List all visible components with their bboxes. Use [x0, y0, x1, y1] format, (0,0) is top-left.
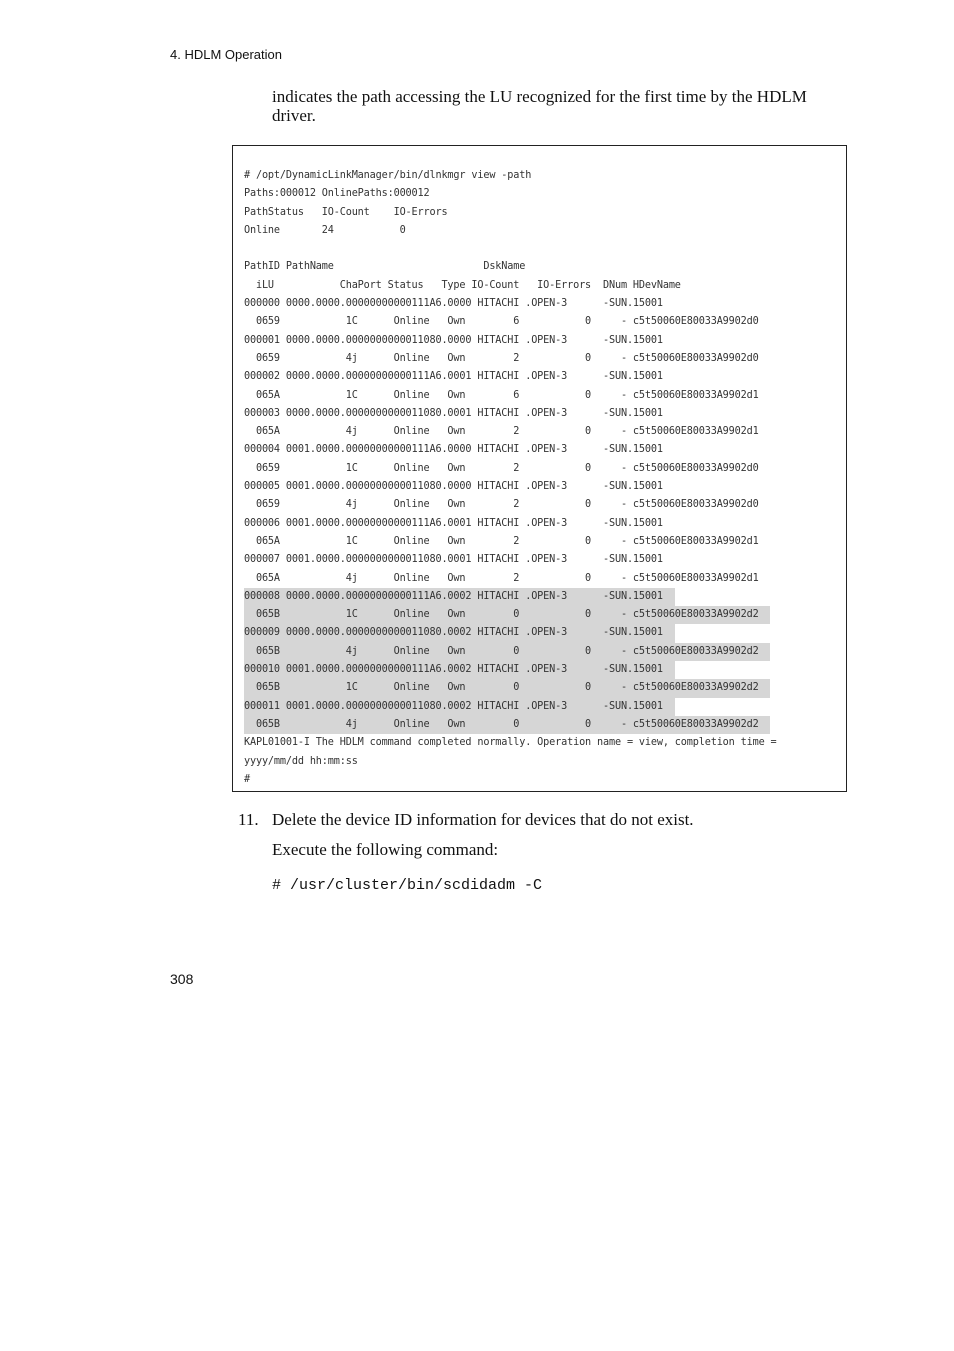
- code-line-text: 065A 4j Online Own 2 0 - c5t50060E80033A9902d1: [244, 572, 759, 584]
- code-line: [244, 496, 846, 514]
- code-line-text: PathID PathName DskName: [244, 261, 526, 273]
- code-line: [244, 515, 846, 533]
- code-line-text: 000010 0001.0000.00000000000111A6.0002 HITACHI .OPEN-3 -SUN.15001: [244, 661, 675, 679]
- code-line: [244, 533, 846, 551]
- code-line-text: 000007 0001.0000.0000000000011080.0001 HITACHI .OPEN-3 -SUN.15001: [244, 554, 663, 566]
- code-line: [244, 295, 846, 313]
- intro-paragraph: indicates the path accessing the LU recognized for the first time by the HDLM driver.: [272, 87, 807, 125]
- code-line-text: 065A 1C Online Own 6 0 - c5t50060E80033A9902d1: [244, 389, 759, 401]
- code-line: [244, 624, 846, 642]
- code-line-text: 000006 0001.0000.00000000000111A6.0001 HITACHI .OPEN-3 -SUN.15001: [244, 517, 663, 529]
- code-line-text: Paths:000012 OnlinePaths:000012: [244, 188, 430, 200]
- step-number: 11.: [238, 810, 259, 829]
- code-line: [244, 551, 846, 569]
- step-text: Delete the device ID information for devices that do not exist.: [272, 810, 694, 829]
- code-line-text: 065B 1C Online Own 0 0 - c5t50060E80033A9902d2: [244, 679, 770, 697]
- code-line: [244, 441, 846, 459]
- command-output-box: [232, 145, 847, 792]
- code-line-text: 000005 0001.0000.0000000000011080.0000 HITACHI .OPEN-3 -SUN.15001: [244, 481, 663, 493]
- code-line-text: 000003 0000.0000.0000000000011080.0001 HITACHI .OPEN-3 -SUN.15001: [244, 407, 663, 419]
- code-line: [244, 185, 846, 203]
- code-line: [244, 716, 846, 734]
- code-line-text: 000002 0000.0000.00000000000111A6.0001 HITACHI .OPEN-3 -SUN.15001: [244, 371, 663, 383]
- code-line-text: 0659 4j Online Own 2 0 - c5t50060E80033A9902d0: [244, 499, 759, 511]
- code-line: [244, 167, 846, 185]
- code-line: [244, 240, 846, 258]
- code-line-text: 000011 0001.0000.0000000000011080.0002 HITACHI .OPEN-3 -SUN.15001: [244, 698, 675, 716]
- code-line: [244, 405, 846, 423]
- command-text: # /usr/cluster/bin/scdidadm -C: [272, 877, 543, 894]
- code-line-text: 000001 0000.0000.0000000000011080.0000 HITACHI .OPEN-3 -SUN.15001: [244, 334, 663, 346]
- code-line-text: PathStatus IO-Count IO-Errors: [244, 206, 448, 218]
- code-line: [244, 368, 846, 386]
- code-line: [244, 313, 846, 331]
- code-line: [244, 570, 846, 588]
- code-line-text: 000000 0000.0000.00000000000111A6.0000 HITACHI .OPEN-3 -SUN.15001: [244, 298, 663, 310]
- code-line: [244, 771, 846, 789]
- code-line: [244, 258, 846, 276]
- code-line: [244, 222, 846, 240]
- code-line: [244, 698, 846, 716]
- code-line: [244, 423, 846, 441]
- command-output-lines: [244, 167, 846, 789]
- code-line: [244, 753, 846, 771]
- code-line: [244, 643, 846, 661]
- code-line-text: 0659 1C Online Own 2 0 - c5t50060E80033A9902d0: [244, 462, 759, 474]
- code-line-text: 065A 4j Online Own 2 0 - c5t50060E80033A9902d1: [244, 426, 759, 438]
- code-line-text: KAPL01001-I The HDLM command completed normally. Operation name = view, completion time =: [244, 737, 777, 749]
- code-line: [244, 679, 846, 697]
- running-header: 4. HDLM Operation: [170, 47, 282, 62]
- code-line-text: 0659 4j Online Own 2 0 - c5t50060E80033A9902d0: [244, 352, 759, 364]
- code-line: [244, 277, 846, 295]
- code-line: [244, 478, 846, 496]
- code-line-text: 065B 4j Online Own 0 0 - c5t50060E80033A9902d2: [244, 716, 770, 734]
- code-line: [244, 606, 846, 624]
- code-line-text: iLU ChaPort Status Type IO-Count IO-Errors DNum HDevName: [244, 279, 681, 291]
- step-instruction: Execute the following command:: [272, 840, 499, 859]
- code-line-text: 000009 0000.0000.0000000000011080.0002 HITACHI .OPEN-3 -SUN.15001: [244, 624, 675, 642]
- code-line-text: 0659 1C Online Own 6 0 - c5t50060E80033A9902d0: [244, 316, 759, 328]
- code-line-text: #: [244, 773, 250, 785]
- code-line: [244, 460, 846, 478]
- code-line: [244, 734, 846, 752]
- code-line-text: 065B 4j Online Own 0 0 - c5t50060E80033A9902d2: [244, 643, 770, 661]
- page-number: 308: [170, 971, 194, 987]
- code-line-text: Online 24 0: [244, 224, 406, 236]
- code-line: [244, 588, 846, 606]
- code-line: [244, 661, 846, 679]
- code-line: [244, 387, 846, 405]
- code-line: [244, 204, 846, 222]
- code-line-text: 065B 1C Online Own 0 0 - c5t50060E80033A9902d2: [244, 606, 770, 624]
- code-line-text: 065A 1C Online Own 2 0 - c5t50060E80033A9902d1: [244, 535, 759, 547]
- code-line-text: # /opt/DynamicLinkManager/bin/dlnkmgr view -path: [244, 170, 532, 181]
- code-line-text: 000008 0000.0000.00000000000111A6.0002 HITACHI .OPEN-3 -SUN.15001: [244, 588, 675, 606]
- code-line-text: 000004 0001.0000.00000000000111A6.0000 HITACHI .OPEN-3 -SUN.15001: [244, 444, 663, 456]
- code-line: [244, 332, 846, 350]
- code-line-text: yyyy/mm/dd hh:mm:ss: [244, 755, 358, 767]
- code-line: [244, 350, 846, 368]
